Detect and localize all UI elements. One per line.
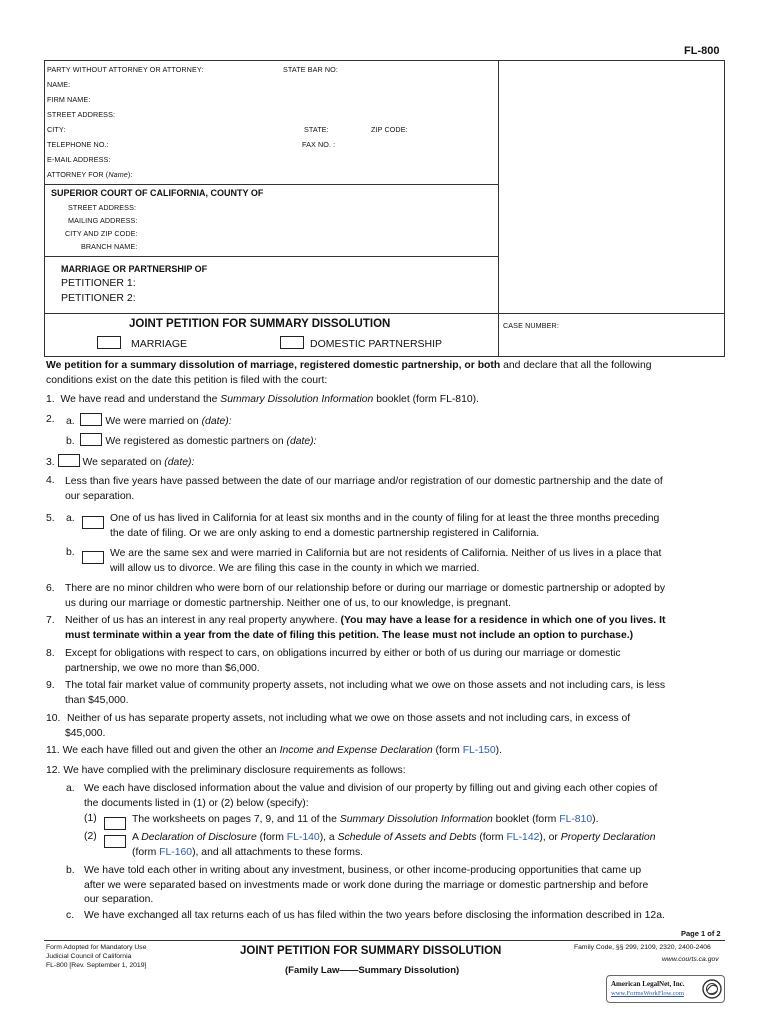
- court-title: SUPERIOR COURT OF CALIFORNIA, COUNTY OF: [51, 188, 264, 198]
- legalnet-badge[interactable]: [606, 975, 725, 1003]
- state-bar-label: STATE BAR NO:: [283, 65, 338, 74]
- item-10-text: Neither of us has separate property assets, not including what we owe on those assets and not including cars, in excess of $45,000.: [65, 713, 631, 739]
- item-9-number: 9.: [46, 680, 55, 691]
- item-5b-text: We are the same sex and were married in California but are not residents of California. Neither of us lives in a place that will allow us to divorce. We are filing this case in the county in which we married.: [110, 548, 662, 574]
- item-7-number: 7.: [46, 615, 55, 626]
- separated-date-checkbox[interactable]: [58, 454, 80, 467]
- header-bottom: [44, 356, 725, 357]
- courts-website: www.courts.ca.gov: [662, 956, 719, 963]
- family-code-citation: Family Code, §§ 299, 2109, 2320, 2400-2406: [574, 944, 711, 951]
- partnership-option-label: DOMESTIC PARTNERSHIP: [310, 338, 443, 350]
- petition-title: JOINT PETITION FOR SUMMARY DISSOLUTION: [129, 318, 391, 330]
- item-4-number: 4.: [46, 475, 55, 486]
- married-date-checkbox[interactable]: [80, 413, 102, 426]
- item-12a2-number: (2): [84, 831, 97, 842]
- adoption-note: Form Adopted for Mandatory Use Judicial Council of California FL-800 [Rev. September 1, 2019]: [46, 944, 147, 969]
- phone-label: TELEPHONE NO.:: [47, 140, 109, 149]
- item-5a-text: One of us has lived in California for at least six months and in the county of filing for at least the three months preceding the date of filing. Or we are only asking to end a domestic partnership registered in California.: [110, 513, 660, 539]
- left-border: [44, 60, 45, 356]
- item-3: 3. We separated on (date):: [46, 454, 194, 471]
- item-12b-text: We have told each other in writing about any investment, business, or other income-producing opportunities that came up after we were separated based on investments made or work done during the marriage or domestic partnership and before our separation.: [84, 865, 649, 905]
- item-12b-letter: b.: [66, 865, 75, 876]
- partnership-option[interactable]: [280, 336, 442, 350]
- petitioner-2-label: PETITIONER 2:: [61, 292, 136, 304]
- fl-140-link[interactable]: FL-140: [286, 832, 320, 843]
- fl-810-link[interactable]: FL-810: [559, 814, 593, 825]
- court-branch-label: BRANCH NAME:: [81, 242, 138, 251]
- item-12: 12. We have complied with the preliminary disclosure requirements as follows:: [46, 765, 406, 776]
- item-12a1-number: (1): [84, 813, 97, 824]
- badge-company: American LegalNet, Inc.: [611, 980, 685, 988]
- item-12a-letter: a.: [66, 783, 75, 794]
- item-9-text: The total fair market value of community property assets, not including what we owe on those assets and not including cars, is less than $45,000.: [65, 680, 666, 706]
- item-2a: a. We were married on (date):: [66, 413, 232, 430]
- intro-paragraph: We petition for a summary dissolution of marriage, registered domestic partnership, or both and declare that all the following conditions exist on the date this petition is filed with the court:: [46, 360, 652, 386]
- registered-date-checkbox[interactable]: [80, 433, 102, 446]
- item-12a-text: We each have disclosed information about the value and division of our property by filling out and giving each other copies of the documents listed in (1) or (2) below (specify):: [84, 783, 658, 809]
- state-label: STATE:: [304, 125, 329, 134]
- fl-150-link[interactable]: FL-150: [462, 745, 496, 756]
- city-label: CITY:: [47, 125, 66, 134]
- fl-160-link[interactable]: FL-160: [159, 846, 193, 858]
- zip-label: ZIP CODE:: [371, 125, 408, 134]
- fax-label: FAX NO. :: [302, 140, 336, 149]
- item-12c-letter: c.: [66, 910, 75, 921]
- middle-divider: [498, 60, 499, 356]
- top-border: [44, 60, 725, 61]
- right-border: [724, 60, 725, 356]
- item-5b-letter: b.: [66, 547, 75, 558]
- name-label: NAME:: [47, 80, 71, 89]
- declaration-checkbox[interactable]: [104, 833, 126, 851]
- item-4-text: Less than five years have passed between the date of our marriage and/or registration of our domestic partnership and the date of our separation.: [65, 476, 663, 502]
- caption-box-bottom: [44, 313, 725, 314]
- item-6-number: 6.: [46, 583, 55, 594]
- marriage-option[interactable]: [97, 336, 187, 350]
- item-5-number: 5.: [46, 513, 55, 524]
- item-11: 11. We each have filled out and given the other an Income and Expense Declaration (form FL-150).: [46, 745, 502, 756]
- item-6-text: There are no minor children who were born of our relationship before or during our marriage or domestic partnership or adopted by us during our marriage or domestic partnership. Neither one of us, to our knowledge, is pregnant.: [65, 583, 666, 609]
- footer-subtitle: (Family Law——Summary Dissolution): [285, 965, 460, 976]
- street-label: STREET ADDRESS:: [47, 110, 116, 119]
- marriage-checkbox[interactable]: [97, 336, 121, 349]
- item-8-number: 8.: [46, 648, 55, 659]
- court-street-label: STREET ADDRESS:: [68, 203, 137, 212]
- footer-rule: [44, 940, 725, 941]
- item-10-number: 10.: [46, 713, 61, 724]
- item-2-number: 2.: [46, 414, 55, 425]
- item-1: 1. We have read and understand the Summary Dissolution Information booklet (form FL-810).: [46, 394, 479, 405]
- marriage-option-label: MARRIAGE: [131, 338, 188, 350]
- item-12a2-text: A Declaration of Disclosure (form FL-140), a Schedule of Assets and Debts (form FL-142), or Property Declaration (form FL-160), and all attachments to these forms.: [132, 832, 656, 858]
- footer-title: JOINT PETITION FOR SUMMARY DISSOLUTION: [240, 945, 502, 957]
- party-box-bottom: [44, 184, 499, 185]
- court-city-zip-label: CITY AND ZIP CODE:: [65, 229, 138, 238]
- item-5a-letter: a.: [66, 513, 75, 524]
- legalnet-logo-icon: [702, 979, 722, 999]
- item-12c-text: We have exchanged all tax returns each of us has filed within the two years before disclosing the information described in 12a.: [84, 910, 665, 921]
- case-number-label: CASE NUMBER:: [503, 321, 559, 330]
- caption-title: MARRIAGE OR PARTNERSHIP OF: [61, 264, 208, 274]
- attorney-for-label: ATTORNEY FOR (Name):: [47, 170, 133, 179]
- firm-label: FIRM NAME:: [47, 95, 91, 104]
- worksheets-checkbox[interactable]: [104, 815, 126, 833]
- court-box-bottom: [44, 256, 499, 257]
- item-8-text: Except for obligations with respect to cars, on obligations incurred by either or both of us during our marriage or domestic partnership, we owe no more than $6,000.: [65, 648, 621, 674]
- page-number: Page 1 of 2: [681, 929, 721, 938]
- fl-142-link[interactable]: FL-142: [506, 832, 540, 843]
- item-12a1-text: The worksheets on pages 7, 9, and 11 of the Summary Dissolution Information booklet (form FL-810).: [132, 814, 599, 825]
- residency-checkbox[interactable]: [82, 514, 104, 532]
- item-7-text: Neither of us has an interest in any real property anywhere. (You may have a lease for a residence in which one of you lives. It must terminate within a year from the date of filing this petition. The lease must not include an option to purchase.): [65, 615, 666, 641]
- same-sex-checkbox[interactable]: [82, 549, 104, 567]
- email-label: E-MAIL ADDRESS:: [47, 155, 111, 164]
- partnership-checkbox[interactable]: [280, 336, 304, 349]
- form-number: FL-800: [684, 45, 720, 57]
- item-2b: b. We registered as domestic partners on (date):: [66, 433, 317, 450]
- petitioner-1-label: PETITIONER 1:: [61, 277, 136, 289]
- badge-link[interactable]: www.FormsWorkFlow.com: [611, 990, 684, 997]
- party-label: PARTY WITHOUT ATTORNEY OR ATTORNEY:: [47, 65, 204, 74]
- court-mailing-label: MAILING ADDRESS:: [68, 216, 138, 225]
